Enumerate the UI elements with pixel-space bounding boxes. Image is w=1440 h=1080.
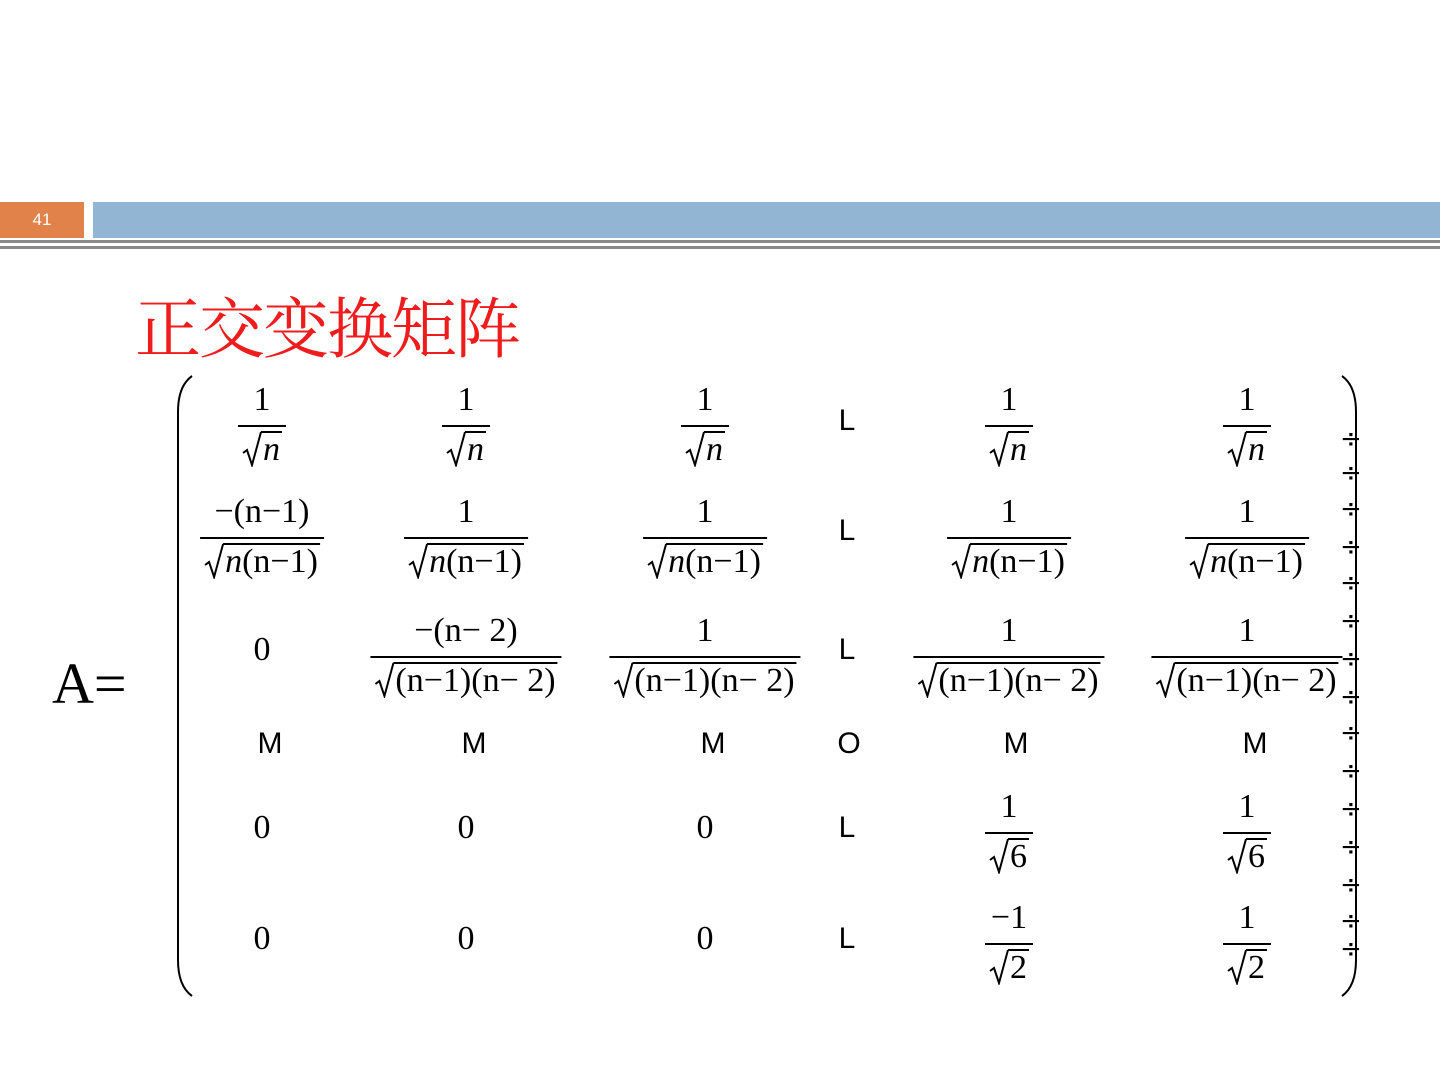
matrix-cell-r5-c4: L (838, 811, 856, 844)
matrix-cell-r1-c4: L (838, 404, 856, 437)
matrix-cell-r6-c5: $\frac{-1}{2}$ (985, 901, 1033, 985)
side-mark: ÷ (1340, 682, 1362, 712)
side-mark: ÷ (1340, 718, 1362, 748)
matrix-cell-r3-c3: $\frac{1}{(n-1)(n- 2)}$ (609, 614, 800, 698)
slide-number: 41 (0, 202, 84, 238)
matrix-cell-r6-c6: $\frac{1}{2}$ (1223, 901, 1271, 985)
header-rule (0, 240, 1440, 243)
matrix-cell-r2-c3: $\frac{1}{n(n-1)}$ (643, 495, 767, 579)
matrix-cell-r4-c2: M (461, 727, 487, 760)
side-mark: ÷ (1340, 424, 1362, 454)
slide-header (0, 202, 1440, 248)
matrix-cell-r2-c4: L (838, 514, 856, 547)
matrix-cell-r5-c6: $\frac{1}{6}$ (1223, 790, 1271, 874)
matrix-cell-r5-c3: 0 (696, 809, 714, 846)
matrix-cell-r3-c5: $\frac{1}{(n-1)(n- 2)}$ (913, 614, 1104, 698)
matrix-cell-r3-c1: 0 (253, 631, 271, 668)
matrix-cell-r3-c6: $\frac{1}{(n-1)(n- 2)}$ (1151, 614, 1342, 698)
header-bar (93, 202, 1440, 238)
side-mark: ÷ (1340, 532, 1362, 562)
matrix-cell-r3-c2: $\frac{-(n- 2)}{(n-1)(n- 2)}$ (370, 614, 561, 698)
matrix-cell-r1-c1: $\frac{1}{n}$ (238, 383, 286, 467)
side-mark: ÷ (1340, 458, 1362, 488)
side-mark: ÷ (1340, 906, 1362, 936)
matrix-cell-r2-c6: $\frac{1}{n(n-1)}$ (1185, 495, 1309, 579)
matrix-cell-r1-c5: $\frac{1}{n}$ (985, 383, 1033, 467)
matrix-cell-r1-c2: $\frac{1}{n}$ (442, 383, 490, 467)
matrix-cell-r2-c5: $\frac{1}{n(n-1)}$ (947, 495, 1071, 579)
matrix-cell-r4-c1: M (257, 727, 283, 760)
matrix-cell-r1-c3: $\frac{1}{n}$ (681, 383, 729, 467)
side-mark: ÷ (1340, 794, 1362, 824)
side-mark: ÷ (1340, 756, 1362, 786)
matrix-cell-r5-c1: 0 (253, 809, 271, 846)
matrix-cell-r5-c2: 0 (457, 809, 475, 846)
left-parenthesis (172, 372, 196, 1000)
matrix-cell-r2-c2: $\frac{1}{n(n-1)}$ (404, 495, 528, 579)
side-mark: ÷ (1340, 870, 1362, 900)
matrix-cell-r6-c1: 0 (253, 920, 271, 957)
matrix-cell-r1-c6: $\frac{1}{n}$ (1223, 383, 1271, 467)
side-mark: ÷ (1340, 934, 1362, 964)
side-mark: ÷ (1340, 568, 1362, 598)
matrix-label: A= (52, 651, 127, 716)
matrix-cell-r6-c3: 0 (696, 920, 714, 957)
side-mark: ÷ (1340, 644, 1362, 674)
matrix-cell-r4-c6: M (1242, 727, 1268, 760)
side-mark: ÷ (1340, 832, 1362, 862)
matrix-cell-r5-c5: $\frac{1}{6}$ (985, 790, 1033, 874)
side-mark: ÷ (1340, 494, 1362, 524)
side-mark: ÷ (1340, 606, 1362, 636)
matrix-cell-r2-c1: $\frac{-(n-1)}{n(n-1)}$ (200, 495, 324, 579)
slide-title: 正交变换矩阵 (135, 291, 519, 368)
matrix-cell-r4-c3: M (700, 727, 726, 760)
matrix-cell-r6-c2: 0 (457, 920, 475, 957)
matrix-cell-r4-c5: M (1003, 727, 1029, 760)
matrix-cell-r4-c4: O (837, 727, 861, 760)
matrix-cell-r6-c4: L (838, 922, 856, 955)
matrix-cell-r3-c4: L (838, 633, 856, 666)
header-rule-lower (0, 246, 1440, 249)
